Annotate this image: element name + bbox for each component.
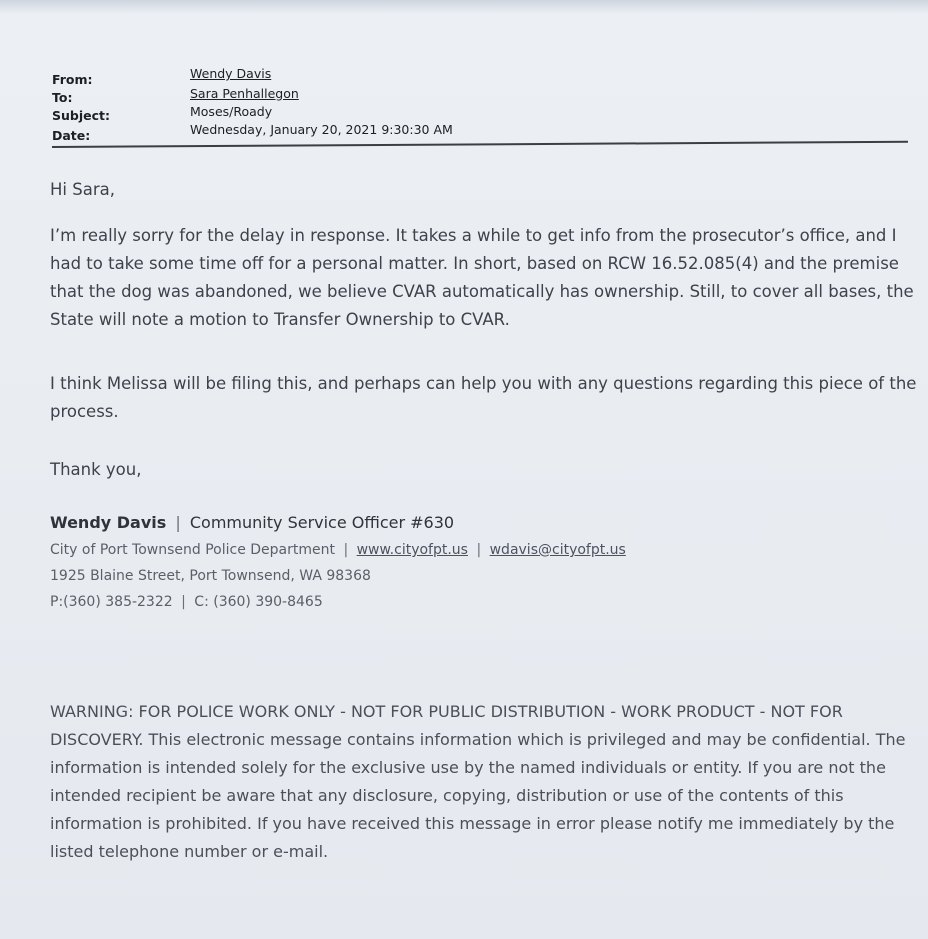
signature-phone: P:(360) 385-2322 [50,594,173,610]
confidentiality-warning: WARNING: FOR POLICE WORK ONLY - NOT FOR PUBLIC DISTRIBUTION - WORK PRODUCT - NOT FOR DISCOVERY. This electronic message contains information which is privileged and may be confidential. The information is intended solely for the exclusive use by the named individuals or entity. If you are not the intended recipient be aware that any disclosure, copying, distribution or use of the contents of this information is prohibited. If you have received this message in error please notify me immediately by the listed telephone number or e-mail. [50,702,906,861]
signature-phone-line [50,589,910,615]
body-paragraph-1: I’m really sorry for the delay in response. It takes a while to get info from the prosecutor’s office, and I had to take some time off for a personal matter. In short, based on RCW 16.52.085(4) and the premise that the dog was abandoned, we believe CVAR automatically has ownership. Still, to cover all bases, the State will note a motion to Transfer Ownership to CVAR. [50,226,914,329]
signature-name: Wendy Davis [50,513,167,532]
subject-label: Subject: [52,108,110,123]
body-paragraph-2: I think Melissa will be filing this, and perhaps can help you with any questions regarding this piece of the process. [50,374,917,421]
paper-shadow [0,0,928,14]
to-label: To: [52,90,73,105]
signature-title: Community Service Officer #630 [189,513,455,532]
signature-department-line [50,537,910,563]
signature-department: City of Port Townsend Police Department [50,542,335,558]
signature-name-line [50,510,910,536]
separator: | [181,594,186,610]
email-link[interactable]: wdavis@cityofpt.us [489,542,626,558]
separator: | [175,513,181,532]
date-row [52,122,453,144]
from-value[interactable]: Wendy Davis [190,66,272,81]
closing: Thank you, [50,460,142,479]
separator: | [343,542,349,558]
greeting: Hi Sara, [50,180,115,199]
website-link[interactable]: www.cityofpt.us [356,542,468,558]
signature-address: 1925 Blaine Street, Port Townsend, WA 98368 [50,568,371,584]
subject-value: Moses/Roady [190,104,273,119]
separator: | [476,542,482,558]
date-value: Wednesday, January 20, 2021 9:30:30 AM [190,122,453,137]
date-label: Date: [52,128,91,143]
to-value[interactable]: Sara Penhallegon [190,86,299,101]
signature-cell: C: (360) 390-8465 [194,594,323,610]
from-label: From: [52,72,93,87]
